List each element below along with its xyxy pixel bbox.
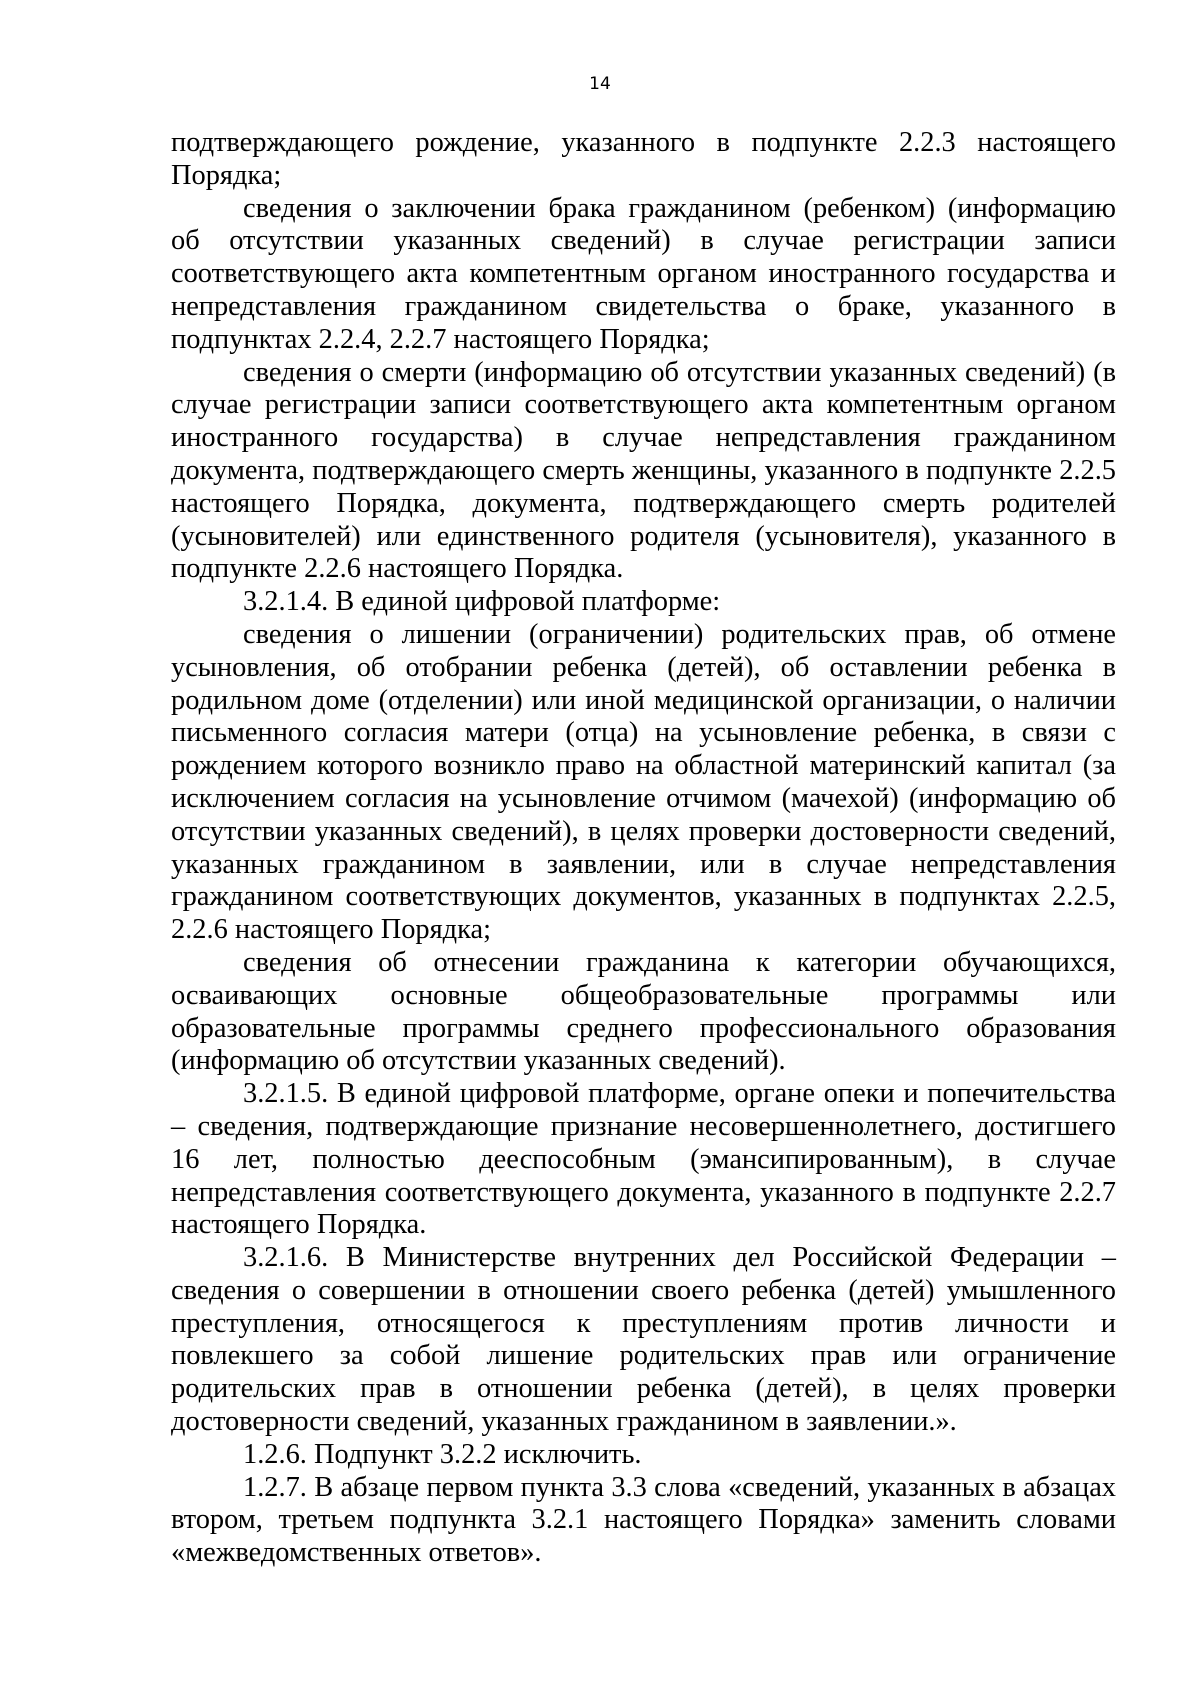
- paragraph-marriage-info: сведения о заключении брака гражданином (ребенком) (информацию об отсутствии указанных сведений) в случае регистрации записи соответствующего акта компетентным органом иностранного государства и непредставления гражданином свидетельства о браке, указанного в подпунктах 2.2.4, 2.2.7 настоящего Порядка;: [171, 192, 1116, 355]
- clause-3-2-1-6: 3.2.1.6. В Министерстве внутренних дел Российской Федерации – сведения о совершении в отношении своего ребенка (детей) умышленного преступления, относящегося к преступлениям против личности и повлекшего за собой лишение родительских прав или ограничение родительских прав в отношении ребенка (детей), в целях проверки достоверности сведений, указанных гражданином в заявлении.».: [171, 1242, 1116, 1438]
- paragraph-parental-rights-info: сведения о лишении (ограничении) родительских прав, об отмене усыновления, об отобрании ребенка (детей), об оставлении ребенка в родильном доме (отделении) или иной медицинской организации, о наличии письменного согласия матери (отца) на усыновление ребенка, в связи с рождением которого возникло право на областной материнский капитал (за исключением согласия на усыновление отчимом (мачехой) (информацию об отсутствии указанных сведений), в целях проверки достоверности сведений, указанных гражданином в заявлении, или в случае непредставления гражданином соответствующих документов, указанных в подпунктах 2.2.5, 2.2.6 настоящего Порядка;: [171, 618, 1116, 946]
- clause-3-2-1-4: 3.2.1.4. В единой цифровой платформе:: [243, 586, 721, 618]
- paragraph-students-info: сведения об отнесении гражданина к категории обучающихся, осваивающих основные общеобразовательные программы или образовательные программы среднего профессионального образования (информацию об отсутствии указанных сведений).: [171, 946, 1116, 1077]
- paragraph-death-info: сведения о смерти (информацию об отсутствии указанных сведений) (в случае регистрации записи соответствующего акта компетентным органом иностранного государства) в случае непредставления гражданином документа, подтверждающего смерть женщины, указанного в подпункте 2.2.5 настоящего Порядка, документа, подтверждающего смерть родителей (усыновителей) или единственного родителя (усыновителя), указанного в подпункте 2.2.6 настоящего Порядка.: [171, 356, 1116, 585]
- paragraph-continuation: подтверждающего рождение, указанного в подпункте 2.2.3 настоящего Порядка;: [171, 127, 1116, 191]
- clause-1-2-7: 1.2.7. В абзаце первом пункта 3.3 слова «сведений, указанных в абзацах втором, третьем подпункта 3.2.1 настоящего Порядка» заменить словами «межведомственных ответов».: [171, 1471, 1116, 1569]
- clause-3-2-1-5: 3.2.1.5. В единой цифровой платформе, органе опеки и попечительства – сведения, подтверждающие признание несовершеннолетнего, достигшего 16 лет, полностью дееспособным (эмансипированным), в случае непредставления соответствующего документа, указанного в подпункте 2.2.7 настоящего Порядка.: [171, 1078, 1116, 1241]
- clause-1-2-6: 1.2.6. Подпункт 3.2.2 исключить.: [243, 1438, 642, 1470]
- document-body: [171, 127, 1116, 1570]
- page-number: 14: [589, 74, 611, 94]
